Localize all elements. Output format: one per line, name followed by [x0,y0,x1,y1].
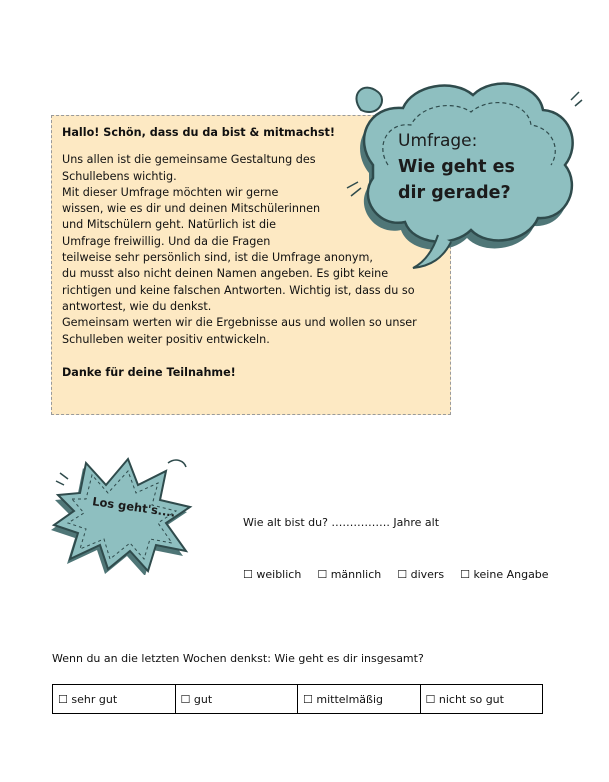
mood-options-table [52,684,543,714]
checkbox-icon[interactable]: ☐ [397,568,408,581]
intro-line: du musst also nicht deinen Namen angeben. Es gibt keine [62,267,389,281]
checkbox-icon[interactable]: ☐ [243,568,253,581]
thanks-text: Danke für deine Teilnahme! [62,365,236,379]
checkbox-icon[interactable]: ☐ [460,568,471,581]
intro-line: Uns allen ist die gemeinsame Gestaltung des [62,153,316,167]
starburst-icon [48,455,198,575]
mood-option-nicht-so-gut[interactable]: ☐ nicht so gut [420,685,543,714]
starburst-label: Los geht's.... [91,494,177,520]
mood-option-gut[interactable]: ☐ gut [175,685,298,714]
survey-question-line2: dir gerade? [398,183,511,203]
gender-option-divers[interactable]: ☐ divers [397,568,445,581]
checkbox-icon[interactable]: ☐ [58,692,68,706]
checkbox-icon[interactable]: ☐ [425,692,436,706]
gender-options [243,568,549,581]
table-row [53,685,543,714]
greeting: Hallo! Schön, dass du da bist & mitmachst! [62,126,335,139]
gender-option-maennlich[interactable]: ☐ männlich [317,568,382,581]
intro-line: teilweise sehr persönlich sind, ist die Umfrage anonym, [62,251,373,265]
checkbox-icon[interactable]: ☐ [303,692,313,706]
gender-option-keine-angabe[interactable]: ☐ keine Angabe [460,568,549,581]
cloud-text [398,128,573,206]
intro-line: und Mitschülern geht. Natürlich ist die [62,218,277,232]
mood-option-mittelmaessig[interactable]: ☐ mittelmäßig [298,685,421,714]
survey-title: Umfrage: [398,131,478,151]
intro-line: antwortest, wie du denkst. [62,299,212,313]
intro-line: Umfrage freiwillig. Und da die Fragen [62,234,271,248]
gender-option-weiblich[interactable]: ☐ weiblich [243,568,302,581]
survey-question-line1: Wie geht es [398,157,515,177]
checkbox-icon[interactable]: ☐ [180,692,191,706]
mood-option-sehr-gut[interactable]: ☐ sehr gut [53,685,176,714]
checkbox-icon[interactable]: ☐ [317,568,328,581]
mood-question: Wenn du an die letzten Wochen denkst: Wie geht es dir insgesamt? [52,652,424,665]
age-question: Wie alt bist du? ……………. Jahre alt [243,516,440,529]
intro-line: Schulleben weiter positiv entwickeln. [62,332,270,346]
intro-line: Schullebens wichtig. [62,169,177,183]
intro-line: richtigen und keine falschen Antworten. Wichtig ist, dass du so [62,283,415,297]
intro-line: wissen, wie es dir und deinen Mitschülerinnen [62,202,321,216]
intro-line: Mit dieser Umfrage möchten wir gerne [62,185,279,199]
intro-line: Gemeinsam werten wir die Ergebnisse aus und wollen so unser [62,316,417,330]
